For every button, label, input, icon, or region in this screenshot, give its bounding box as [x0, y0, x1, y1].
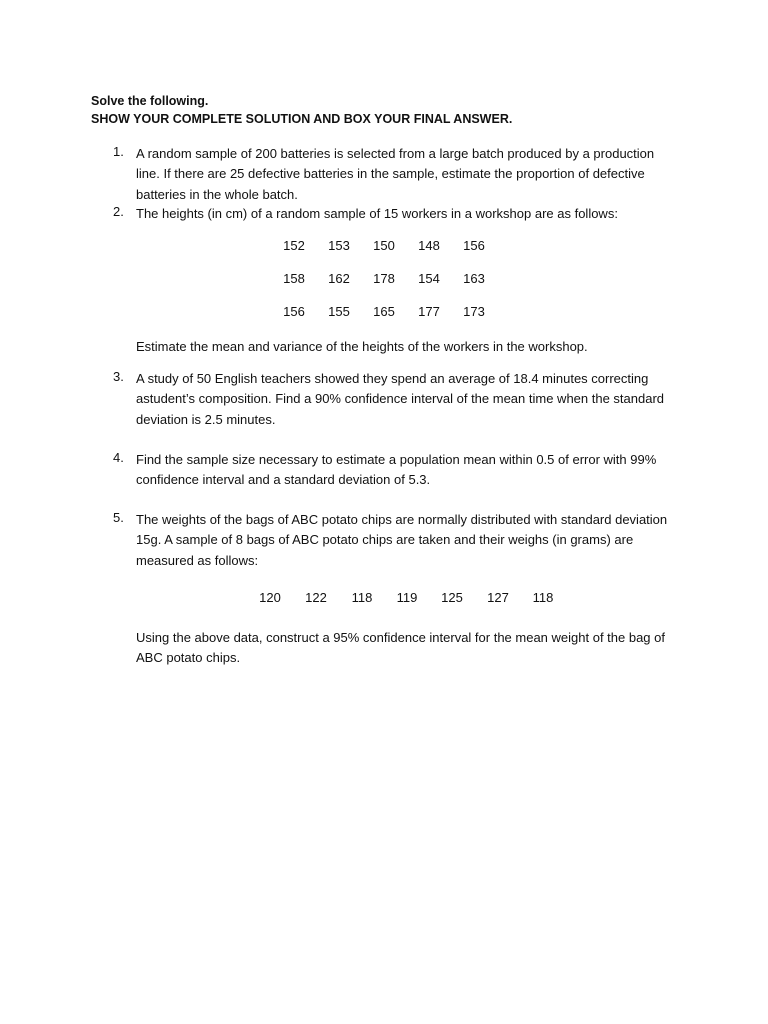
data-cell: 120: [259, 590, 281, 605]
data-cell: 125: [441, 590, 463, 605]
question-text: The heights (in cm) of a random sample of 15 workers in a workshop are as follows:: [136, 206, 618, 221]
data-cell: 148: [418, 238, 440, 253]
data-cell: 150: [373, 238, 395, 253]
data-cell: 178: [373, 271, 395, 286]
data-cell: 153: [328, 238, 350, 253]
question-5-followup: Using the above data, construct a 95% confidence interval for the mean weight of the bag of ABC potato chips.: [136, 630, 665, 666]
data-cell: 173: [463, 304, 485, 319]
data-cell: 118: [351, 590, 373, 605]
data-cell: 118: [532, 590, 554, 605]
question-number: 1.: [113, 144, 124, 159]
data-cell: 154: [418, 271, 440, 286]
question-number: 4.: [113, 450, 124, 465]
data-cell: 158: [283, 271, 305, 286]
data-cell: 155: [328, 304, 350, 319]
question-text: A study of 50 English teachers showed they spend an average of 18.4 minutes correcting astudent’s composition. Find a 90% confidence interval of the mean time when the standard deviation is 2.5 minutes.: [136, 371, 665, 427]
question-text: The weights of the bags of ABC potato chips are normally distributed with standard deviation 15g. A sample of 8 bags of ABC potato chips are taken and their weighs (in grams) are measured as follows:: [136, 512, 668, 568]
data-cell: 122: [305, 590, 327, 605]
question-text: Find the sample size necessary to estimate a population mean within 0.5 of error with 99% confidence interval and a standard deviation of 5.3.: [136, 452, 657, 488]
data-cell: 152: [283, 238, 305, 253]
instruction-subtitle: SHOW YOUR COMPLETE SOLUTION AND BOX YOUR FINAL ANSWER.: [91, 112, 513, 126]
question-number: 2.: [113, 204, 124, 219]
data-cell: 177: [418, 304, 440, 319]
question-2-followup: Estimate the mean and variance of the heights of the workers in the workshop.: [136, 339, 588, 354]
data-cell: 162: [328, 271, 350, 286]
question-number: 3.: [113, 369, 124, 384]
data-cell: 127: [487, 590, 509, 605]
instruction-title: Solve the following.: [91, 94, 209, 108]
data-cell: 156: [283, 304, 305, 319]
data-cell: 119: [396, 590, 418, 605]
data-cell: 163: [463, 271, 485, 286]
data-cell: 156: [463, 238, 485, 253]
data-cell: 165: [373, 304, 395, 319]
question-number: 5.: [113, 510, 124, 525]
question-text: A random sample of 200 batteries is selected from a large batch produced by a production line. If there are 25 defective batteries in the sample, estimate the proportion of defective batteries in the whole batch.: [136, 146, 655, 202]
